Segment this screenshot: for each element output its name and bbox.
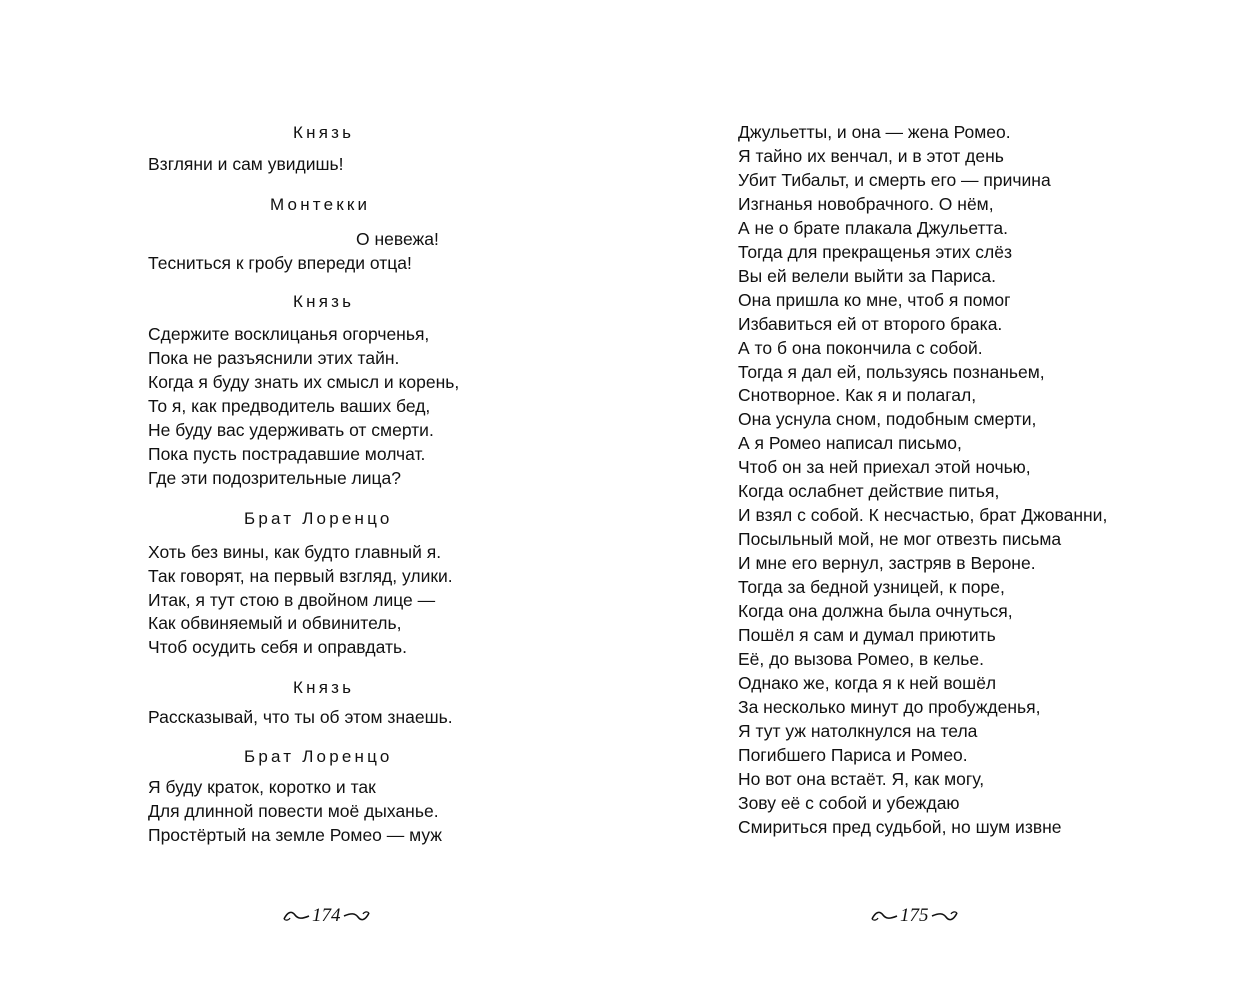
verse-line: О невежа! xyxy=(356,229,439,249)
verse-line: Избавиться ей от второго брака. xyxy=(738,313,1003,334)
verse-line: Рассказывай, что ты об этом знаешь. xyxy=(148,707,453,727)
verse-line: Так говорят, на первый взгляд, улики. xyxy=(148,566,453,586)
verse-line: Посыльный мой, не мог отвезть письма xyxy=(738,529,1062,550)
verse-line: Чтоб осудить себя и оправдать. xyxy=(148,637,407,657)
verse-line: Снотворное. Как я и полагал, xyxy=(738,385,977,406)
verse-line: А то б она покончила с собой. xyxy=(738,337,983,358)
verse-line: Она пришла ко мне, чтоб я помог xyxy=(738,289,1011,310)
right-page xyxy=(620,0,1240,1003)
verse-line: Тесниться к гробу впереди отца! xyxy=(148,253,412,273)
verse-line: Тогда за бедной узницей, к поре, xyxy=(738,577,1005,597)
verse-line: Когда она должна была очнуться, xyxy=(738,601,1013,621)
verse-line: Погибшего Париса и Ромео. xyxy=(738,744,968,765)
verse-line: Когда ослабнет действие питья, xyxy=(738,481,1000,502)
verse-line: Для длинной повести моё дыханье. xyxy=(148,801,439,821)
speaker-name: Князь xyxy=(293,292,355,311)
verse-line: Но вот она встаёт. Я, как могу, xyxy=(738,768,985,789)
verse-line: И взял с собой. К несчастью, брат Джованни, xyxy=(738,505,1108,526)
right-flourish-icon xyxy=(931,909,959,923)
verse-line: Взгляни и сам увидишь! xyxy=(148,154,344,174)
verse-line: То я, как предводитель ваших бед, xyxy=(148,396,431,416)
verse-line: Зову её с собой и убеждаю xyxy=(738,792,960,813)
verse-line: Смириться пред судьбой, но шум извне xyxy=(738,816,1062,837)
verse-line: Вы ей велели выйти за Париса. xyxy=(738,265,997,286)
speaker-name: Брат Лоренцо xyxy=(244,509,393,528)
speaker-name: Князь xyxy=(293,123,355,142)
speaker-name: Монтекки xyxy=(270,195,371,214)
verse-line: Я тайно их венчал, и в этот день xyxy=(738,145,1004,166)
verse-line: Пошёл я сам и думал приютить xyxy=(738,625,996,645)
verse-line: Я тут уж натолкнулся на тела xyxy=(738,720,978,741)
page-number xyxy=(870,902,959,930)
verse-line: Пока не разъяснили этих тайн. xyxy=(148,348,400,368)
page-number-text: 175 xyxy=(900,905,929,926)
verse-line: Убит Тибальт, и смерть его — причина xyxy=(738,169,1051,190)
verse-line: Когда я буду знать их смысл и корень, xyxy=(148,372,460,392)
verse-line: Тогда я дал ей, пользуясь познаньем, xyxy=(738,361,1045,382)
verse-line: Её, до вызова Ромео, в келье. xyxy=(738,648,985,669)
verse-line: И мне его вернул, застряв в Вероне. xyxy=(738,553,1036,574)
speaker-name: Брат Лоренцо xyxy=(244,747,393,766)
verse-line: Она уснула сном, подобным смерти, xyxy=(738,409,1037,430)
speaker-name: Князь xyxy=(293,678,355,697)
verse-line: За несколько минут до пробужденья, xyxy=(738,696,1041,717)
verse-line: Однако же, когда я к ней вошёл xyxy=(738,672,997,693)
verse-line: Где эти подозрительные лица? xyxy=(148,468,402,488)
verse-line: Простёртый на земле Ромео — муж xyxy=(148,825,443,845)
verse-line: А я Ромео написал письмо, xyxy=(738,433,962,454)
verse-line: Изгнанья новобрачного. О нём, xyxy=(738,193,994,214)
verse-line: Не буду вас удерживать от смерти. xyxy=(148,420,434,440)
right-flourish-icon xyxy=(343,909,371,923)
verse-line: Я буду краток, коротко и так xyxy=(148,777,376,797)
verse-line: А не о брате плакала Джульетта. xyxy=(738,217,1008,238)
verse-line: Как обвиняемый и обвинитель, xyxy=(148,613,402,633)
left-flourish-icon xyxy=(282,909,310,923)
page-number-text: 174 xyxy=(312,905,341,926)
left-flourish-icon xyxy=(870,909,898,923)
verse-line: Итак, я тут стою в двойном лице — xyxy=(148,590,436,610)
verse-line: Хоть без вины, как будто главный я. xyxy=(148,542,442,562)
verse-line: Тогда для прекращенья этих слёз xyxy=(738,241,1013,262)
page-number xyxy=(282,902,371,930)
verse-line: Джульетты, и она — жена Ромео. xyxy=(738,122,1011,142)
verse-line: Пока пусть пострадавшие молчат. xyxy=(148,444,426,464)
verse-line: Чтоб он за ней приехал этой ночью, xyxy=(738,457,1031,478)
verse-line: Сдержите восклицанья огорченья, xyxy=(148,324,430,344)
